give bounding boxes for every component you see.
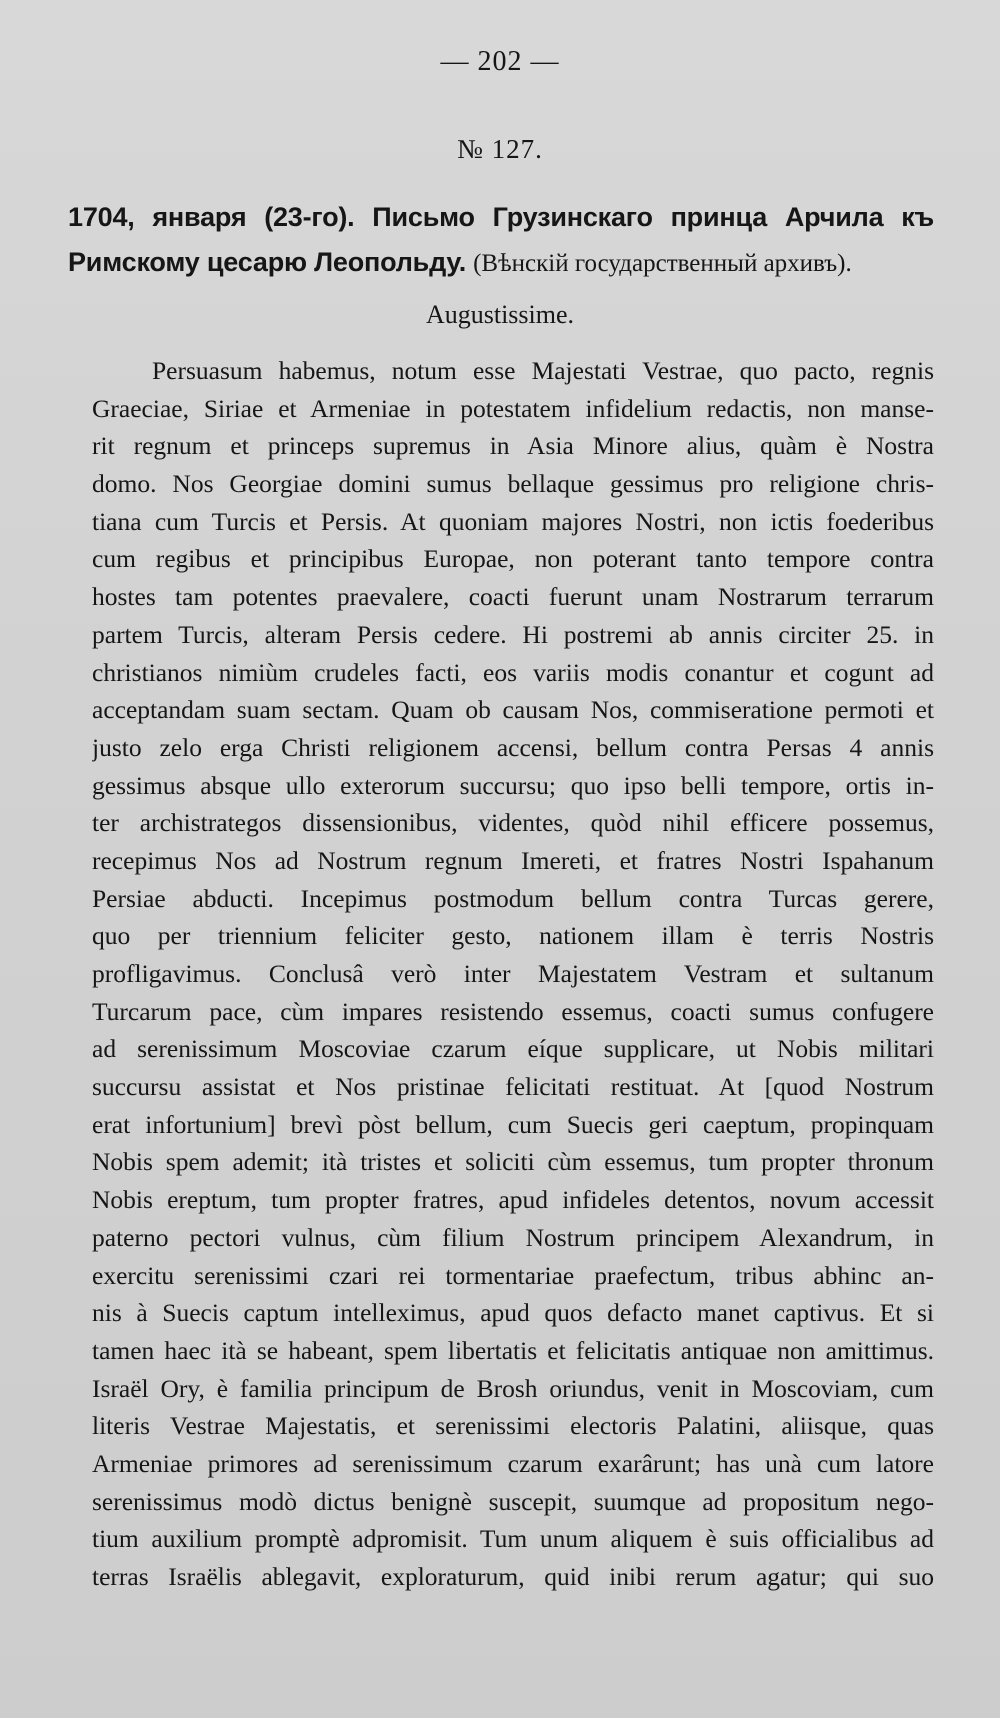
salutation: Augustissime.: [425, 300, 575, 329]
body-line: domo. Nos Georgiae domini sumus bellaque gessimus pro religione chris-: [92, 469, 934, 499]
body-line: terras Israëlis ablegavit, exploraturum, quid inibi rerum agatur; qui suo: [92, 1562, 934, 1591]
body-line: paterno pectori vulnus, cùm filium Nostrum principem Alexandrum, in: [92, 1222, 934, 1252]
body-line: gessimus absque ullo exterorum succursu; quo ipso belli tempore, ortis in-: [92, 770, 934, 800]
body-line: serenissimus modò dictus benignè suscepit, suumque ad propositum nego-: [92, 1486, 934, 1516]
heading-source: (Вѣнскій государственный архивъ).: [473, 250, 852, 277]
heading-title: 1704, января (23-го). Письмо Грузинскаго принца Арчила къ Римскому цесарю Леопольду.: [68, 202, 934, 277]
body-line: erat infortunium] brevì pòst bellum, cum Suecis geri caeptum, propinquam: [92, 1109, 934, 1139]
body-line: ad serenissimum Moscoviae czarum eíque supplicare, ut Nobis militari: [92, 1034, 934, 1064]
body-line: literis Vestrae Majestatis, et serenissimi electoris Palatini, aliisque, quas: [92, 1411, 934, 1441]
body-line: recepimus Nos ad Nostrum regnum Imereti, et fratres Nostri Ispahanum: [92, 845, 934, 875]
body-line: Israël Ory, è familia principum de Brosh oriundus, venit in Moscoviam, cum: [92, 1373, 934, 1403]
body-line: Nobis spem ademit; ità tristes et soliciti cùm essemus, tum propter thronum: [92, 1147, 934, 1177]
body-line: tiana cum Turcis et Persis. At quoniam majores Nostri, non ictis foederibus: [92, 506, 934, 536]
body-line: exercitu serenissimi czari rei tormentariae praefectum, tribus abhinc an-: [92, 1260, 934, 1290]
document-number: № 127.: [457, 134, 543, 164]
body-line: tamen haec ità se habeant, spem libertatis et felicitatis antiquae non amittimus.: [92, 1335, 934, 1365]
body-line: nis à Suecis captum intelleximus, apud quos defacto manet captivus. Et si: [92, 1298, 934, 1328]
page-number: — 202 —: [440, 46, 560, 77]
body-line: justo zelo erga Christi religionem accensi, bellum contra Persas 4 annis: [92, 732, 934, 762]
body-line: succursu assistat et Nos pristinae felicitati restituat. At [quod Nostrum: [92, 1072, 934, 1102]
letter-body: [92, 352, 934, 1596]
body-line: Armeniae primores ad serenissimum czarum exarârunt; has unà cum latore: [92, 1448, 934, 1478]
body-line: Persuasum habemus, notum esse Majestati Vestrae, quo pacto, regnis: [152, 356, 934, 385]
body-line: Turcarum pace, cùm impares resistendo essemus, coacti sumus confugere: [92, 996, 934, 1026]
body-line: tium auxilium promptè adpromisit. Tum unum aliquem è suis officialibus ad: [92, 1524, 934, 1554]
body-line: partem Turcis, alteram Persis cedere. Hi postremi ab annis circiter 25. in: [92, 619, 934, 649]
body-line: rit regnum et princeps supremus in Asia Minore alius, quàm è Nostra: [92, 431, 934, 461]
document-heading: [68, 195, 934, 286]
body-line: Graeciae, Siriae et Armeniae in potestatem infidelium redactis, non manse-: [92, 393, 934, 423]
body-line: hostes tam potentes praevalere, coacti fuerunt unam Nostrarum terrarum: [92, 582, 934, 612]
body-line: quo per triennium feliciter gesto, nationem illam è terris Nostris: [92, 921, 934, 951]
body-line: ter archistrategos dissensionibus, videntes, quòd nihil efficere possemus,: [92, 808, 934, 838]
body-line: acceptandam suam sectam. Quam ob causam Nos, commiseratione permoti et: [92, 695, 934, 725]
body-line: Persiae abducti. Incepimus postmodum bellum contra Turcas gerere,: [92, 883, 934, 913]
body-line: christianos nimiùm crudeles facti, eos variis modis conantur et cogunt ad: [92, 657, 934, 687]
body-line: profligavimus. Conclusâ verò inter Majestatem Vestram et sultanum: [92, 959, 934, 988]
body-line: cum regibus et principibus Europae, non poterant tanto tempore contra: [92, 544, 934, 574]
body-line: Nobis ereptum, tum propter fratres, apud infideles detentos, novum accessit: [92, 1185, 934, 1215]
